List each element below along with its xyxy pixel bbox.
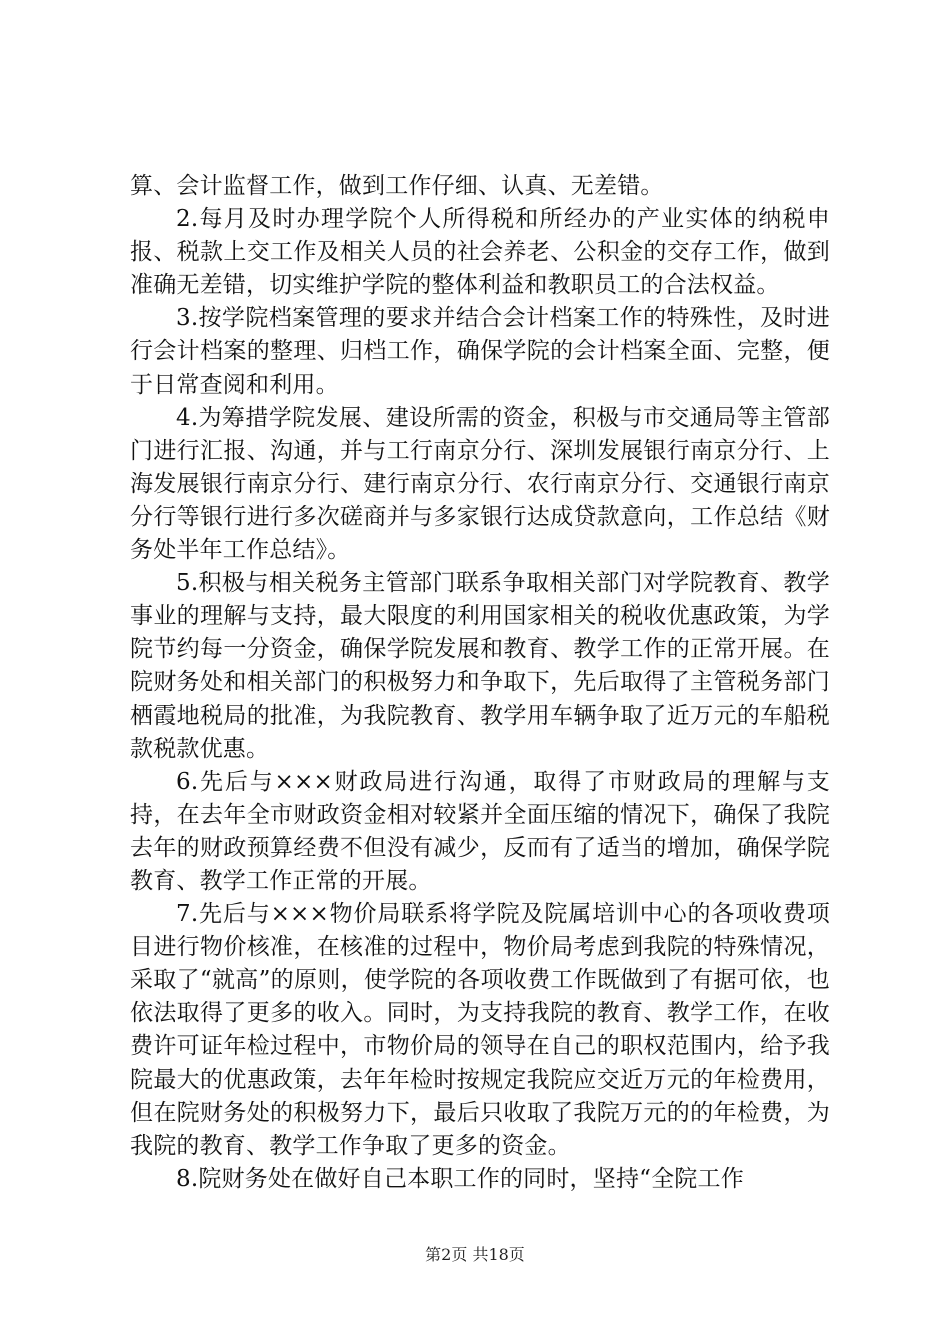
paragraph: 2.每月及时办理学院个人所得税和所经办的产业实体的纳税申报、税款上交工作及相关人员的社会养老、公积金的交存工作，做到准确无差错，切实维护学院的整体利益和教职员工的合法权益。 <box>130 206 830 299</box>
paragraph: 算、会计监督工作，做到工作仔细、认真、无差错。 <box>130 173 664 199</box>
paragraph: 6.先后与×××财政局进行沟通，取得了市财政局的理解与支持，在去年全市财政资金相对较紧并全面压缩的情况下，确保了我院去年的财政预算经费不但没有减少，反而有了适当的增加，确保学院教育、教学工作正常的开展。 <box>130 768 830 894</box>
paragraph: 3.按学院档案管理的要求并结合会计档案工作的特殊性，及时进行会计档案的整理、归档工作，确保学院的会计档案全面、完整，便于日常查阅和利用。 <box>130 305 830 398</box>
document-body <box>130 170 830 1196</box>
page-number-footer: 第2页 共18页 <box>425 1245 525 1264</box>
paragraph: 7.先后与×××物价局联系将学院及院属培训中心的各项收费项目进行物价核准，在核准的过程中，物价局考虑到我院的特殊情况，采取了“就高”的原则，使学院的各项收费工作既做到了有据可依，也依法取得了更多的收入。同时，为支持我院的教育、教学工作，在收费许可证年检过程中，市物价局的领导在自己的职权范围内，给予我院最大的优惠政策，去年年检时按规定我院应交近万元的年检费用，但在院财务处的积极努力下，最后只收取了我院万元的的年检费，为我院的教育、教学工作争取了更多的资金。 <box>130 901 830 1159</box>
paragraph: 8.院财务处在做好自己本职工作的同时，坚持“全院工作 <box>176 1165 744 1192</box>
paragraph: 4.为筹措学院发展、建设所需的资金，积极与市交通局等主管部门进行汇报、沟通，并与工行南京分行、深圳发展银行南京分行、上海发展银行南京分行、建行南京分行、农行南京分行、交通银行南京分行等银行进行多次磋商并与多家银行达成贷款意向，工作总结《财务处半年工作总结》。 <box>130 404 830 564</box>
paragraph: 5.积极与相关税务主管部门联系争取相关部门对学院教育、教学事业的理解与支持，最大限度的利用国家相关的税收优惠政策，为学院节约每一分资金，确保学院发展和教育、教学工作的正常开展。在院财务处和相关部门的积极努力和争取下，先后取得了主管税务部门栖霞地税局的批准，为我院教育、教学用车辆争取了近万元的车船税款税款优惠。 <box>130 570 830 762</box>
